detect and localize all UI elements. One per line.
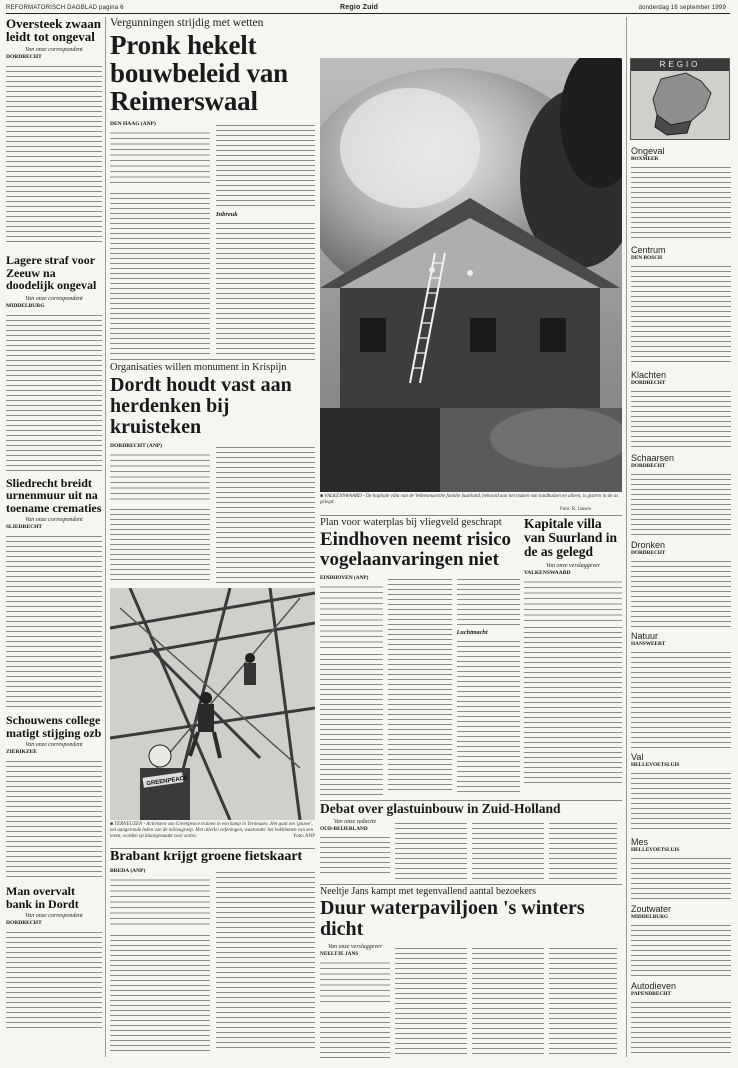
article-byline: Van onze correspondent bbox=[25, 47, 83, 53]
news-item-title: Klachten bbox=[631, 370, 667, 380]
article-headline: Duur waterpaviljoen 's winters dicht bbox=[320, 897, 585, 940]
news-item-dateline: DORDRECHT bbox=[631, 550, 666, 556]
article-lead bbox=[110, 875, 210, 929]
article-dateline: EINDHOVEN (ANP) bbox=[320, 575, 369, 581]
article-lead bbox=[320, 958, 390, 1006]
column-divider bbox=[626, 17, 627, 1057]
caption-text: TERNEUZEN - Activisten van Greenpeace trainen in een kamp in Terneuzen. Het gaat om 'gouwe', net aangeronde leden van de milieugroep. Met allerlei oefeningen, waaronder het beklimmen van een toren, worden op klaargemaakt voor acties. bbox=[110, 822, 314, 839]
page-date: donderdag 16 september 1999 bbox=[638, 5, 726, 11]
article-body bbox=[472, 819, 544, 879]
article-byline: Van onze correspondent bbox=[25, 742, 83, 748]
news-item-dateline: HANSWEERT bbox=[631, 641, 666, 647]
article-kicker: Vergunningen strijdig met wetten bbox=[110, 17, 264, 29]
article-byline: Van onze correspondent bbox=[25, 295, 83, 302]
article-rule bbox=[110, 848, 315, 849]
news-item-body bbox=[631, 163, 731, 241]
article-body bbox=[472, 944, 544, 1058]
article-body bbox=[6, 311, 102, 471]
article-body bbox=[388, 575, 451, 793]
villa-fire-photo bbox=[320, 58, 622, 492]
news-item-title: Mes bbox=[631, 837, 649, 847]
eindhoven-article bbox=[320, 517, 520, 797]
article-rule bbox=[320, 800, 622, 801]
photo-credit: Foto: R. Jansen bbox=[560, 507, 591, 512]
column-divider bbox=[105, 17, 106, 1057]
article-body bbox=[395, 944, 467, 1058]
article-subhead: Inbreuk bbox=[216, 211, 238, 218]
photo-caption bbox=[110, 822, 315, 840]
article-kicker: Plan voor waterplas bij vliegveld geschrapt bbox=[320, 517, 502, 528]
article-body bbox=[216, 868, 315, 1048]
article-body bbox=[549, 819, 617, 879]
article-body bbox=[110, 189, 210, 357]
news-item-title: Dronken bbox=[631, 540, 666, 550]
news-item-body bbox=[631, 648, 731, 748]
article-dateline: NEELTJE JANS bbox=[320, 951, 359, 957]
article-body bbox=[395, 819, 467, 879]
article-dateline: SLIEDRECHT bbox=[6, 524, 43, 530]
caption-text: VALKENSWAARD - De haptiale villa van de Velbenmaorthe familie Suurland, behoord aan het maken van landhuizen en alleen, is gistern in de as gelegd. bbox=[320, 494, 619, 505]
news-item-body bbox=[631, 998, 731, 1054]
regio-logo-box bbox=[630, 58, 730, 140]
article-body bbox=[457, 575, 520, 627]
article-headline: Dordt houdt vast aan herdenken bij kruisteken bbox=[110, 374, 292, 438]
article-byline: Van onze correspondent bbox=[25, 913, 83, 919]
photo-caption bbox=[320, 494, 622, 506]
article-dateline: DORDRECHT bbox=[6, 920, 42, 926]
glastuinbouw-article bbox=[320, 802, 622, 884]
article-title: Lagere straf voor Zeeuw na doodelijk ongeval bbox=[6, 253, 97, 292]
article-kicker: Neeltje Jans kampt met tegenvallend aantal bezoekers bbox=[320, 886, 537, 897]
greenpeace-photo bbox=[110, 588, 315, 820]
news-item-title: Ongeval bbox=[631, 146, 665, 156]
article-body bbox=[320, 833, 390, 877]
article-headline: Kapitale villa van Suurland in de as gelegd bbox=[524, 517, 618, 559]
article-body bbox=[549, 944, 617, 1058]
news-item-dateline: HELLEVOETSLUIS bbox=[631, 762, 680, 768]
article-byline: Van onze verslaggever bbox=[328, 944, 382, 950]
news-item-dateline: BOXMEER bbox=[631, 156, 659, 162]
news-item-body bbox=[631, 262, 731, 366]
news-item-body bbox=[631, 854, 731, 900]
article-subhead: Luchtmacht bbox=[456, 629, 488, 636]
article-dateline: MIDDELBURG bbox=[6, 302, 45, 309]
news-item-dateline: DEN BOSCH bbox=[631, 255, 663, 261]
burning-villa-image bbox=[320, 58, 622, 492]
news-item-dateline: MIDDELBURG bbox=[631, 914, 669, 920]
regio-news-column bbox=[631, 146, 731, 1058]
article-dateline: ZIERIKZEE bbox=[6, 749, 37, 755]
news-item-title: Centrum bbox=[631, 245, 666, 255]
greenpeace-banner: GREENPEACE bbox=[146, 775, 189, 788]
waterpaviljoen-article bbox=[320, 886, 622, 1058]
article-body bbox=[320, 650, 383, 797]
page-header-left: REFORMATORISCH DAGBLAD pagina 6 bbox=[6, 5, 124, 11]
article-lead bbox=[110, 128, 210, 186]
article-byline: Van onze verslaggever bbox=[546, 563, 600, 569]
article-headline: Brabant krijgt groene fietskaart bbox=[110, 851, 303, 864]
article-headline: Eindhoven neemt risico vogelaanvaringen niet bbox=[320, 529, 512, 570]
news-item-body bbox=[631, 769, 731, 833]
article-headline: Debat over glastuinbouw in Zuid-Holland bbox=[320, 802, 561, 816]
article-body bbox=[320, 1008, 390, 1058]
article-lead bbox=[110, 450, 210, 502]
article-byline: Van onze correspondent bbox=[25, 517, 83, 523]
article-body bbox=[216, 121, 315, 209]
villa-article bbox=[524, 517, 622, 797]
news-item-title: Zoutwater bbox=[631, 904, 672, 914]
news-item-body bbox=[631, 921, 731, 977]
article-body bbox=[6, 757, 102, 877]
news-item-body bbox=[631, 557, 731, 627]
article-rule bbox=[320, 884, 622, 885]
article-dateline: VALKENSWAARD bbox=[524, 570, 571, 576]
article-body bbox=[6, 928, 102, 1028]
article-title: Oversteek zwaan leidt tot ongeval bbox=[6, 17, 101, 44]
article-rule bbox=[320, 515, 622, 516]
news-item-title: Val bbox=[631, 752, 644, 762]
news-item-title: Natuur bbox=[631, 631, 659, 641]
article-body bbox=[216, 219, 315, 357]
article-title: Schouwens college matigt stijging ozb bbox=[6, 713, 102, 740]
header-rule bbox=[6, 13, 730, 14]
left-column bbox=[6, 17, 102, 1057]
article-dateline: BREDA (ANP) bbox=[110, 867, 146, 874]
news-item-dateline: HELLEVOETSLUIS bbox=[631, 847, 680, 853]
article-title: Sliedrecht breidt urnenmuur uit na toename crematies bbox=[6, 475, 102, 515]
news-item-body bbox=[631, 470, 731, 536]
article-title: Man overvalt bank in Dordt bbox=[6, 884, 79, 911]
news-item-title: Schaarsen bbox=[631, 453, 675, 463]
main-article-1 bbox=[110, 17, 315, 357]
article-body bbox=[524, 623, 622, 783]
news-item-title: Autodieven bbox=[631, 981, 677, 991]
news-item-dateline: DORDRECHT bbox=[631, 463, 666, 469]
article-byline: Van onze redactie bbox=[333, 819, 377, 825]
news-item-dateline: PAPENDRECHT bbox=[631, 991, 671, 997]
news-item-body bbox=[631, 387, 731, 449]
section-name: Regio Zuid bbox=[340, 4, 379, 11]
article-lead bbox=[524, 577, 622, 621]
article-body bbox=[216, 443, 315, 584]
photo-credit: Foto: ANP bbox=[293, 834, 315, 839]
news-item-dateline: DORDRECHT bbox=[631, 380, 666, 386]
article-rule bbox=[110, 359, 315, 360]
article-headline: Pronk hekelt bouwbeleid van Reimerswaal bbox=[110, 30, 288, 116]
main-article-2 bbox=[110, 362, 315, 584]
article-body bbox=[6, 532, 102, 708]
article-body bbox=[110, 505, 210, 584]
article-body bbox=[457, 637, 520, 793]
article-dateline: DORDRECHT bbox=[6, 54, 42, 60]
article-body bbox=[110, 931, 210, 1051]
caption-marker-icon: ■ bbox=[110, 822, 115, 827]
regio-logo-text: REGIO bbox=[659, 60, 701, 69]
article-body bbox=[6, 62, 102, 246]
article-dateline: DORDRECHT (ANP) bbox=[110, 443, 162, 449]
article-lead bbox=[320, 582, 383, 648]
article-dateline: DEN HAAG (ANP) bbox=[110, 121, 156, 127]
article-dateline: OUD-BEIJERLAND bbox=[320, 826, 368, 832]
fietskaart-article bbox=[110, 851, 315, 1056]
tower-climbers-image bbox=[110, 588, 315, 820]
netherlands-map-icon bbox=[631, 59, 729, 139]
caption-marker-icon: ■ bbox=[320, 494, 325, 499]
article-kicker: Organisaties willen monument in Krispijn bbox=[110, 362, 287, 373]
